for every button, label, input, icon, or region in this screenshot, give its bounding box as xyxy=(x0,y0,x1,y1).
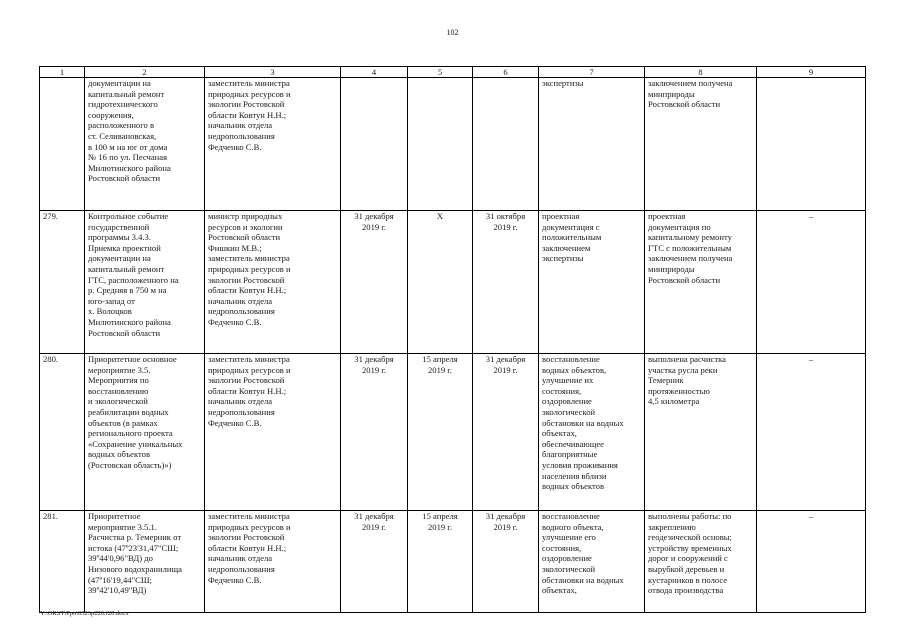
column-header: 2 xyxy=(85,67,205,78)
column-header: 6 xyxy=(473,67,539,78)
event-cell: Приоритетное мероприятие 3.5.1. Расчистка р. Темерник от истока (47º23'31,47"СШ; 39º44'0,96"ВД) до Низового водохранилища (47º16'19,44"СШ; 39º42'10,49"ВД) xyxy=(85,511,205,613)
table-row xyxy=(40,211,866,354)
result-cell: восстановление водного объекта, улучшение его состояния, оздоровление экологической обстановки на водных объектах, xyxy=(539,511,645,613)
row-number xyxy=(40,78,85,211)
planned-date-cell: 31 декабря 2019 г. xyxy=(341,354,408,511)
column-header: 1 xyxy=(40,67,85,78)
actual-end-cell: 31 октября 2019 г. xyxy=(473,211,539,354)
row-number: 280. xyxy=(40,354,85,511)
note-cell xyxy=(757,78,866,211)
row-number: 281. xyxy=(40,511,85,613)
footer-file-path: Y:\ORST\Ppo\0323p220.f20.docx xyxy=(40,610,129,617)
status-cell: выполнены работы: по закреплению геодезической основы; устройству временных дорог и сооружений с вырубкой деревьев и кустарников в полосе отвода производства xyxy=(645,511,757,613)
status-cell: заключением получена минприроды Ростовской области xyxy=(645,78,757,211)
column-header: 3 xyxy=(205,67,341,78)
column-header: 5 xyxy=(408,67,473,78)
planned-date-cell: 31 декабря 2019 г. xyxy=(341,211,408,354)
actual-start-cell: Х xyxy=(408,211,473,354)
result-cell: восстановление водных объектов, улучшение их состояния, оздоровление экологической обстановки на водных объектах, обеспечивающее благоприятные условия проживания населения вблизи водных объектов xyxy=(539,354,645,511)
actual-end-cell: 31 декабря 2019 г. xyxy=(473,511,539,613)
header-row xyxy=(40,67,866,78)
column-header: 9 xyxy=(757,67,866,78)
note-cell: – xyxy=(757,354,866,511)
actual-end-cell xyxy=(473,78,539,211)
status-cell: выполнена расчистка участка русла реки Темерник протяженностью 4,5 километра xyxy=(645,354,757,511)
table-row xyxy=(40,511,866,613)
column-header: 7 xyxy=(539,67,645,78)
actual-end-cell: 31 декабря 2019 г. xyxy=(473,354,539,511)
planned-date-cell: 31 декабря 2019 г. xyxy=(341,511,408,613)
note-cell: – xyxy=(757,211,866,354)
event-cell: Контрольное событие государственной программы 3.4.3. Приемка проектной документации на капитальный ремонт ГТС, расположенного на р. Средняя в 750 м на юго-запад от х. Волоцков Милютинского района Ростовской области xyxy=(85,211,205,354)
table-row xyxy=(40,78,866,211)
actual-start-cell: 15 апреля 2019 г. xyxy=(408,354,473,511)
responsible-cell: министр природных ресурсов и экологии Ростовской области Фишкин М.В.; заместитель министра природных ресурсов и экологии Ростовской области Ковтун Н.Н.; начальник отдела недропользования Федченко С.В. xyxy=(205,211,341,354)
responsible-cell: заместитель министра природных ресурсов и экологии Ростовской области Ковтун Н.Н.; начальник отдела недропользования Федченко С.В. xyxy=(205,78,341,211)
result-cell: проектная документация с положительным заключением экспертизы xyxy=(539,211,645,354)
row-number: 279. xyxy=(40,211,85,354)
actual-start-cell: 15 апреля 2019 г. xyxy=(408,511,473,613)
responsible-cell: заместитель министра природных ресурсов и экологии Ростовской области Ковтун Н.Н.; начальник отдела недропользования Федченко С.В. xyxy=(205,354,341,511)
planned-date-cell xyxy=(341,78,408,211)
page-number: 102 xyxy=(446,28,459,37)
responsible-cell: заместитель министра природных ресурсов и экологии Ростовской области Ковтун Н.Н.; начальник отдела недропользования Федченко С.В. xyxy=(205,511,341,613)
table-row xyxy=(40,354,866,511)
actual-start-cell xyxy=(408,78,473,211)
note-cell: – xyxy=(757,511,866,613)
status-cell: проектная документация по капитальному ремонту ГТС с положительным заключением получена минприроды Ростовской области xyxy=(645,211,757,354)
result-cell: экспертизы xyxy=(539,78,645,211)
column-header: 4 xyxy=(341,67,408,78)
event-cell: Приоритетное основное мероприятие 3.5. Мероприятия по восстановлению и экологической реабилитации водных объектов (в рамках регионального проекта «Сохранение уникальных водных объектов (Ростовская область)») xyxy=(85,354,205,511)
event-cell: документации на капитальный ремонт гидротехнического сооружения, расположенного в ст. Селивановская, в 100 м на юг от дома № 16 по ул. Песчаная Милютинского района Ростовской области xyxy=(85,78,205,211)
column-header: 8 xyxy=(645,67,757,78)
plan-table xyxy=(39,66,866,613)
